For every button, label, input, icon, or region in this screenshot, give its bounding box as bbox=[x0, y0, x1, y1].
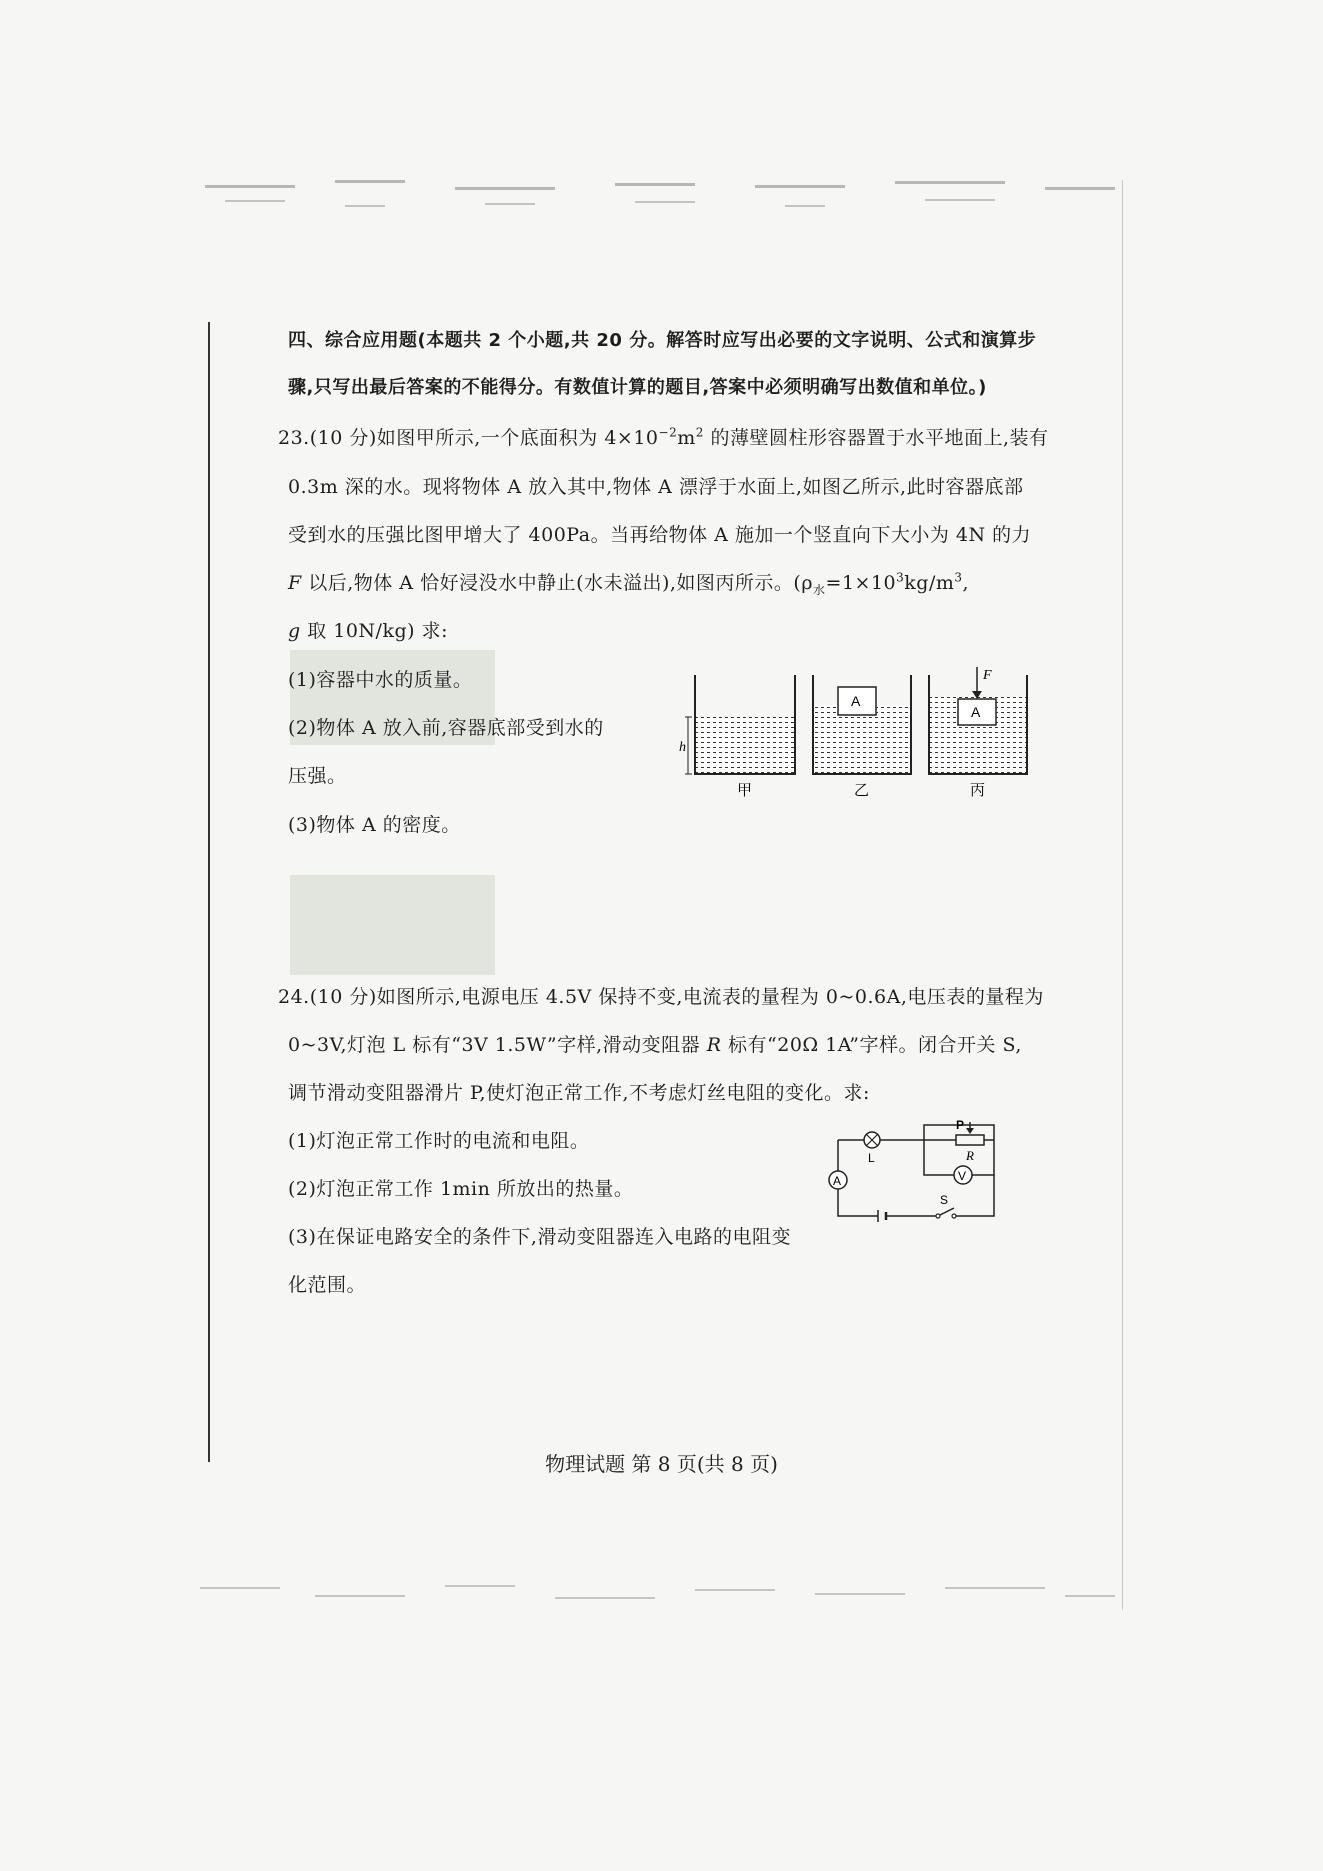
label-f: F bbox=[983, 668, 992, 683]
label-r: R bbox=[966, 1148, 974, 1163]
q24-sub2: (2)灯泡正常工作 1min 所放出的热量。 bbox=[288, 1178, 634, 1200]
right-edge-rule bbox=[1122, 180, 1123, 1610]
q24-r-symbol: R bbox=[706, 1034, 722, 1056]
q23-density-unit-exp: 3 bbox=[954, 570, 963, 585]
scan-noise-top bbox=[195, 165, 1125, 235]
q23-exponent: −2 bbox=[658, 425, 678, 440]
section-heading-line2: 骤,只写出最后答案的不能得分。有数值计算的题目,答案中必须明确写出数值和单位。) bbox=[288, 377, 987, 398]
bleed-through-image-2 bbox=[290, 875, 495, 975]
label-jia: 甲 bbox=[737, 781, 753, 799]
label-v: V bbox=[958, 1169, 967, 1183]
q24-sub3a: (3)在保证电路安全的条件下,滑动变阻器连入电路的电阻变 bbox=[288, 1226, 791, 1248]
q23-line5 bbox=[288, 616, 448, 643]
q23-exponent-2: 2 bbox=[695, 425, 704, 440]
q23-line1-end: 的薄壁圆柱形容器置于水平地面上,装有 bbox=[703, 427, 1049, 449]
q24-circuit-diagram bbox=[816, 1120, 1016, 1235]
q24-line2-text: 0~3V,灯泡 L 标有“3V 1.5W”字样,滑动变阻器 bbox=[288, 1034, 707, 1056]
label-p: P bbox=[956, 1118, 965, 1132]
page-footer: 物理试题 第 8 页(共 8 页) bbox=[545, 1452, 778, 1476]
container-jia bbox=[679, 675, 795, 799]
q24-line3: 调节滑动变阻器滑片 P,使灯泡正常工作,不考虑灯丝电阻的变化。求: bbox=[288, 1082, 870, 1104]
q23-density-exp: 3 bbox=[896, 570, 905, 585]
section-heading-line1: 四、综合应用题(本题共 2 个小题,共 20 分。解答时应写出必要的文字说明、公式和演算步 bbox=[288, 330, 1037, 351]
label-ammeter: A bbox=[833, 1174, 842, 1188]
label-l: L bbox=[868, 1151, 875, 1165]
label-a-bing: A bbox=[971, 704, 981, 720]
q23-line4-end: , bbox=[962, 572, 970, 594]
label-a-yi: A bbox=[851, 693, 861, 709]
q24-line2-end: 标有“20Ω 1A”字样。闭合开关 S, bbox=[721, 1034, 1022, 1056]
label-bing: 丙 bbox=[970, 781, 986, 799]
q24-sub3b: 化范围。 bbox=[288, 1274, 367, 1296]
label-h: h bbox=[679, 740, 686, 755]
lamp-symbol bbox=[864, 1132, 880, 1148]
q24-line1: 24.(10 分)如图所示,电源电压 4.5V 保持不变,电流表的量程为 0~0.6A,电压表的量程为 bbox=[278, 986, 1044, 1008]
label-s: S bbox=[940, 1193, 949, 1207]
q23-sub3: (3)物体 A 的密度。 bbox=[288, 814, 461, 836]
q23-line4-text: 以后,物体 A 恰好浸没水中静止(水未溢出),如图丙所示。(ρ bbox=[301, 572, 814, 594]
q23-line2: 0.3m 深的水。现将物体 A 放入其中,物体 A 漂浮于水面上,如图乙所示,此时容器底部 bbox=[288, 476, 1024, 498]
q23-rho-subscript: 水 bbox=[813, 582, 826, 597]
q23-line1-text: 23.(10 分)如图甲所示,一个底面积为 4×10 bbox=[278, 427, 659, 449]
q23-sub1: (1)容器中水的质量。 bbox=[288, 669, 473, 691]
left-margin-rule bbox=[208, 322, 210, 1462]
q23-container-figure bbox=[679, 665, 1043, 800]
container-yi bbox=[813, 675, 911, 799]
q23-force-symbol: F bbox=[288, 572, 302, 594]
q23-sub2a: (2)物体 A 放入前,容器底部受到水的 bbox=[288, 717, 604, 739]
q23-line5-text: 取 10N/kg) 求: bbox=[300, 620, 448, 642]
q23-sub2b: 压强。 bbox=[288, 765, 347, 787]
q23-g-symbol: g bbox=[288, 620, 301, 642]
q23-density-unit: kg/m bbox=[904, 572, 955, 594]
container-bing bbox=[929, 667, 1027, 799]
label-yi: 乙 bbox=[854, 781, 870, 799]
q23-unit-m: m bbox=[677, 427, 696, 449]
q24-sub1: (1)灯泡正常工作时的电流和电阻。 bbox=[288, 1130, 590, 1152]
q24-line2 bbox=[288, 1030, 1022, 1057]
q23-line1 bbox=[278, 423, 1049, 450]
q23-line4 bbox=[288, 568, 969, 598]
scan-noise-bottom bbox=[195, 1565, 1125, 1635]
q23-density-value: =1×10 bbox=[825, 572, 897, 594]
q23-line3: 受到水的压强比图甲增大了 400Pa。当再给物体 A 施加一个竖直向下大小为 4N 的力 bbox=[288, 524, 1032, 546]
